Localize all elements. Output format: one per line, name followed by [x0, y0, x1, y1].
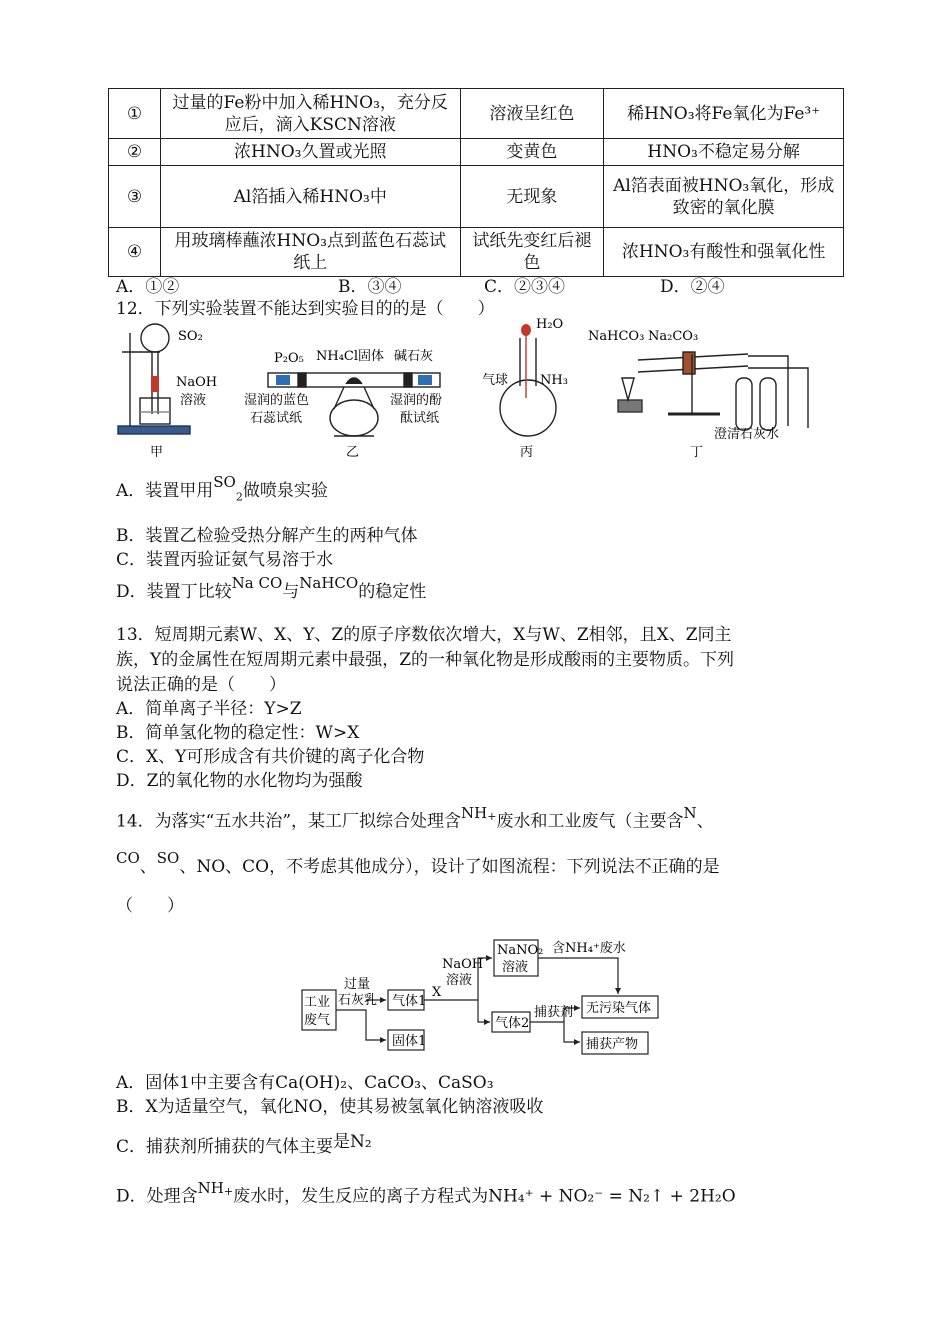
yi-sodalime-label: 碱石灰 — [394, 349, 434, 364]
q13-option-c: C．X、Y可形成含有共价键的离子化合物 — [116, 747, 425, 767]
phenomenon-cell: 无现象 — [460, 166, 604, 228]
q14-stem-text-a: 14．为落实“五水共治”，某工厂拟综合处理含 — [116, 811, 462, 832]
q14-option-d: D．处理含NH+废水时，发生反应的离子方程式为NH₄⁺ + NO₂⁻ = N₂↑ + 2H₂O — [116, 1178, 736, 1207]
q12-option-d-mid: 与 — [282, 582, 300, 602]
table-row — [109, 139, 844, 166]
flow-capture-product: 捕获产物 — [586, 1037, 639, 1052]
q14-option-c-rest: 是N₂ — [333, 1132, 372, 1152]
na2co3-formula: Na CO — [231, 574, 283, 592]
yi-left-paper-line1: 湿润的蓝色 — [244, 393, 310, 408]
flow-lime-line2: 石灰乳 — [338, 993, 378, 1008]
bing-h2o-label: H₂O — [536, 318, 564, 332]
yi-left-paper-line2: 石蕊试纸 — [250, 411, 303, 426]
flow-naoh-line1: NaOH — [442, 957, 484, 972]
q14-stem-line2 — [116, 849, 720, 879]
flow-lime-line1: 过量 — [344, 977, 371, 992]
q14-option-d-text: D．处理含 — [116, 1186, 198, 1207]
flow-naoh-line2: 溶液 — [446, 973, 473, 988]
flow-solid1: 固体1 — [392, 1034, 427, 1049]
nahco3-formula: NaHCO — [299, 574, 359, 592]
q14-option-d-rest: 废水时，发生反应的离子方程式为NH₄⁺ + NO₂⁻ = N₂↑ + 2H₂O — [233, 1186, 736, 1207]
q14-stem-text-b: 废水和工业废气（主要含 — [496, 811, 684, 832]
flow-gas1: 气体1 — [392, 994, 427, 1009]
ding-na2co3-label: Na₂CO₃ — [648, 329, 699, 344]
q12-option-d-text: D．装置丁比较 — [116, 582, 232, 602]
q14-flowchart — [296, 934, 676, 1060]
q12-apparatus-figure — [108, 318, 848, 466]
operation-cell: Al箔插入稀HNO₃中 — [160, 166, 460, 228]
flow-nh4-waste: 含NH₄⁺废水 — [552, 941, 626, 956]
flow-x: X — [432, 985, 442, 1000]
flow-nano2-line1: NaNO₂ — [497, 943, 544, 958]
yi-p2o5-label: P₂O₅ — [274, 351, 304, 366]
q13-option-a: A．简单离子半径：Y>Z — [116, 699, 302, 719]
operation-cell: 用玻璃棒蘸浓HNO₃点到蓝色石蕊试纸上 — [160, 228, 460, 277]
conclusion-cell: 浓HNO₃有酸性和强氧化性 — [604, 228, 844, 277]
phenomenon-cell: 变黄色 — [460, 139, 604, 166]
q12-option-b: B．装置乙检验受热分解产生的两种气体 — [116, 526, 418, 546]
q11-option-c: C．②③④ — [484, 277, 566, 297]
q14-stem-line3: （ ） — [116, 896, 184, 916]
q14-option-b: B．X为适量空气，氧化NO，使其易被氢氧化钠溶液吸收 — [116, 1097, 544, 1117]
q13-option-d: D．Z的氧化物的水化物均为强酸 — [116, 771, 363, 791]
jia-naoh-label: NaOH — [176, 375, 218, 390]
bing-nh3-label: NH₃ — [540, 373, 568, 388]
q14-option-c-text: C．捕获剂所捕获的气体主要 — [116, 1137, 334, 1157]
bing-balloon-label: 气球 — [482, 373, 509, 388]
nh4-formula: NH — [461, 803, 488, 822]
q12-option-a-rest: 做喷泉实验 — [242, 481, 328, 501]
row-number: ④ — [109, 228, 161, 277]
n2-formula: N — [683, 803, 697, 822]
phenomenon-cell: 溶液呈红色 — [460, 89, 604, 139]
operation-cell: 浓HNO₃久置或光照 — [160, 139, 460, 166]
row-number: ③ — [109, 166, 161, 228]
jia-so2-label: SO₂ — [178, 329, 203, 344]
nh4-formula: NH — [197, 1178, 224, 1197]
q12-option-c: C．装置丙验证氨气易溶于水 — [116, 550, 334, 570]
flow-waste-gas-line2: 废气 — [304, 1013, 331, 1028]
flow-waste-gas-line1: 工业 — [304, 995, 331, 1010]
q11-table — [108, 88, 844, 277]
ding-limewater-label: 澄清石灰水 — [714, 427, 780, 442]
q14-stem-text-c: 、 — [696, 811, 714, 832]
flow-clean-gas: 无污染气体 — [586, 1001, 652, 1016]
flow-gas2: 气体2 — [495, 1016, 530, 1031]
so2-formula: SO — [213, 473, 236, 491]
q14-stem-text-rest: 、NO、CO，不考虑其他成分），设计了如图流程：下列说法不正确的是 — [179, 857, 720, 877]
ding-nahco3-label: NaHCO₃ — [588, 329, 645, 344]
flow-nano2-line2: 溶液 — [502, 960, 529, 975]
jia-solution-label: 溶液 — [180, 393, 207, 408]
table-row — [109, 228, 844, 277]
table-row — [109, 166, 844, 228]
q11-option-b: B．③④ — [338, 277, 402, 297]
yi-caption: 乙 — [346, 445, 360, 460]
operation-cell: 过量的Fe粉中加入稀HNO₃，充分反应后，滴入KSCN溶液 — [160, 89, 460, 139]
row-number: ② — [109, 139, 161, 166]
so2-formula: SO — [156, 849, 180, 867]
q13-stem-line2: 族，Y的金属性在短周期元素中最强，Z的一种氧化物是形成酸雨的主要物质。下列 — [116, 650, 735, 670]
q14-option-a: A．固体1中主要含有Ca(OH)₂、CaCO₃、CaSO₃ — [116, 1073, 494, 1093]
jia-caption: 甲 — [150, 445, 164, 460]
ding-caption: 丁 — [690, 445, 704, 460]
conclusion-cell: HNO₃不稳定易分解 — [604, 139, 844, 166]
phenomenon-cell: 试纸先变红后褪色 — [460, 228, 604, 277]
co2-formula: CO — [116, 849, 140, 867]
yi-right-paper-line1: 湿润的酚 — [390, 393, 443, 408]
q14-stem-line1: 14．为落实“五水共治”，某工厂拟综合处理含NH+废水和工业废气（主要含N、 — [116, 803, 714, 832]
q13-option-b: B．简单氢化物的稳定性：W>X — [116, 723, 360, 743]
conclusion-cell: 稀HNO₃将Fe氧化为Fe³⁺ — [604, 89, 844, 139]
q12-option-d-rest: 的稳定性 — [358, 582, 427, 602]
q12-option-a: A．装置甲用$SO_2$做喷泉实验 — [116, 473, 328, 504]
q12-option-a-text: A．装置甲用 — [116, 481, 214, 501]
bing-caption: 丙 — [520, 445, 534, 460]
q11-option-a: A．①② — [116, 277, 180, 297]
q12-option-d — [116, 574, 427, 604]
flow-capture-agent: 捕获剂 — [534, 1005, 574, 1020]
q14-stem-separator: 、 — [139, 857, 157, 877]
table-row — [109, 89, 844, 139]
yi-right-paper-line2: 酞试纸 — [400, 411, 440, 426]
q13-stem-line1: 13．短周期元素W、X、Y、Z的原子序数依次增大，X与W、Z相邻，且X、Z同主 — [116, 625, 732, 645]
row-number: ① — [109, 89, 161, 139]
q14-option-c — [116, 1132, 372, 1159]
conclusion-cell: Al箔表面被HNO₃氧化，形成致密的氧化膜 — [604, 166, 844, 228]
q13-stem-line3: 说法正确的是（ ） — [116, 675, 286, 695]
yi-nh4cl-label: NH₄Cl固体 — [316, 349, 385, 364]
q12-stem: 12．下列实验装置不能达到实验目的的是（ ） — [116, 299, 495, 319]
q11-option-d: D．②④ — [660, 277, 725, 297]
